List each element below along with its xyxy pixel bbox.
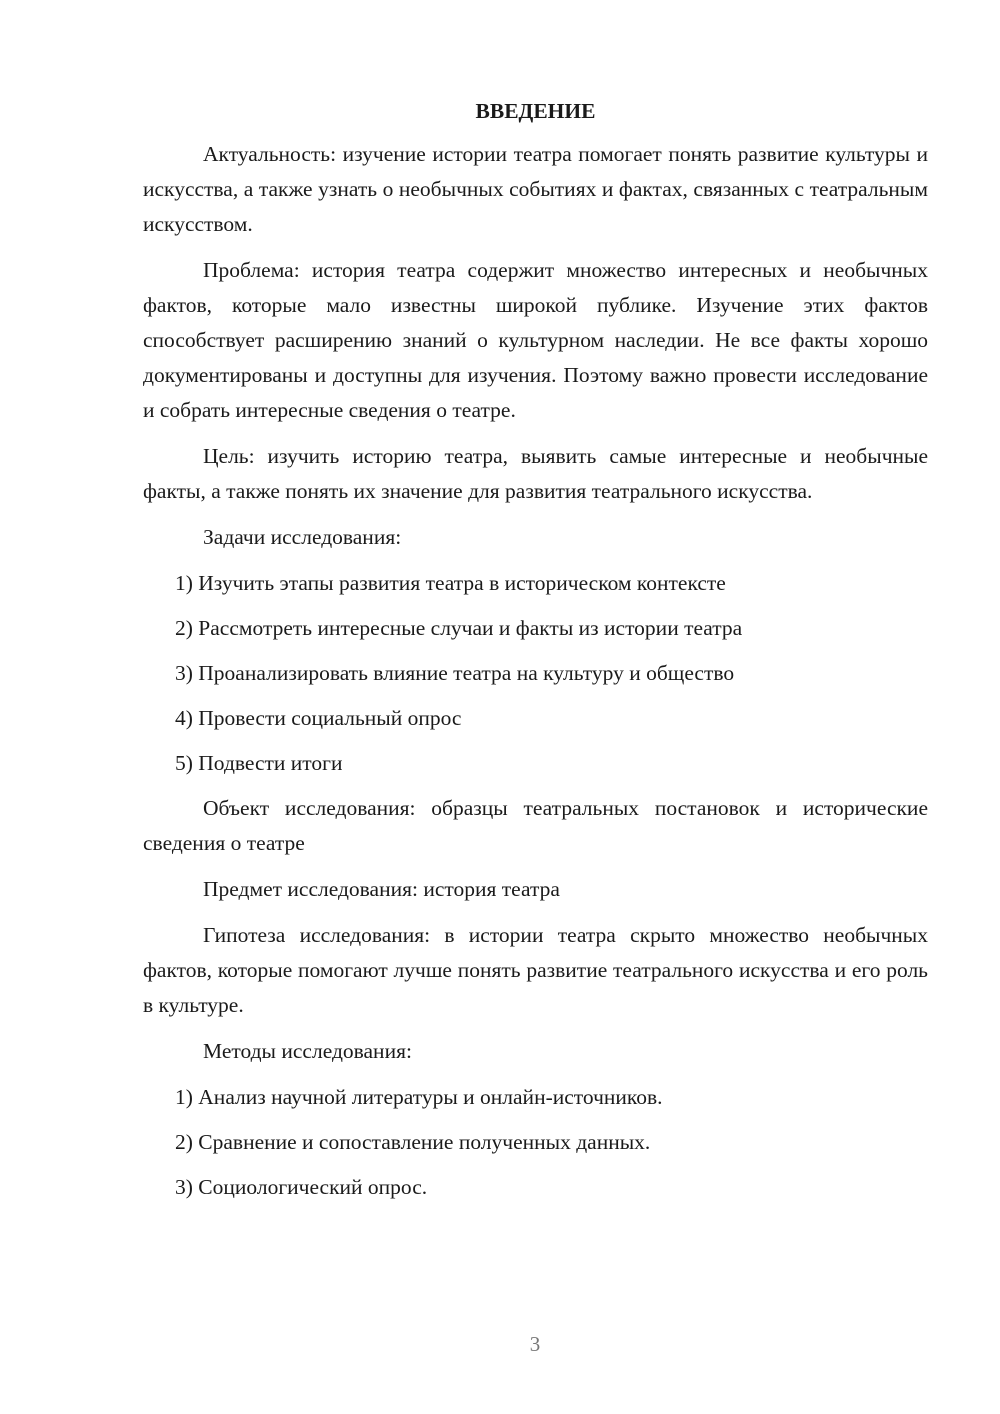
- relevance-paragraph: Актуальность: изучение истории театра помогает понять развитие культуры и искусства, а также узнать о необычных событиях и фактах, связанных с театральным искусством.: [143, 142, 928, 236]
- task-item: 3) Проанализировать влияние театра на культуру и общество: [175, 661, 735, 685]
- section-title: ВВЕДЕНИЕ: [475, 99, 596, 123]
- method-item: 1) Анализ научной литературы и онлайн-источников.: [175, 1085, 663, 1109]
- method-item: 2) Сравнение и сопоставление полученных данных.: [175, 1130, 651, 1154]
- task-item: 1) Изучить этапы развития театра в историческом контексте: [175, 571, 726, 595]
- task-item: 5) Подвести итоги: [175, 751, 343, 775]
- task-item: 4) Провести социальный опрос: [175, 706, 462, 730]
- tasks-heading: Задачи исследования:: [203, 525, 402, 549]
- task-item: 2) Рассмотреть интересные случаи и факты из истории театра: [175, 616, 743, 640]
- methods-list: [143, 1080, 928, 1205]
- page-number: 3: [529, 1332, 541, 1356]
- method-item: 3) Социологический опрос.: [175, 1175, 428, 1199]
- tasks-list: [143, 566, 928, 781]
- problem-paragraph: Проблема: история театра содержит множество интересных и необычных фактов, которые мало известны широкой публике. Изучение этих фактов способствует расширению знаний о культурном наследии. Не все факты хорошо документированы и доступны для изучения. Поэтому важно провести исследование и собрать интересные сведения о театре.: [143, 258, 928, 422]
- document-body: [143, 96, 928, 1215]
- subject-paragraph: Предмет исследования: история театра: [203, 877, 560, 901]
- object-paragraph: Объект исследования: образцы театральных постановок и исторические сведения о театре: [143, 796, 928, 855]
- goal-paragraph: Цель: изучить историю театра, выявить самые интересные и необычные факты, а также понять их значение для развития театрального искусства.: [143, 444, 928, 503]
- hypothesis-paragraph: Гипотеза исследования: в истории театра скрыто множество необычных фактов, которые помогают лучше понять развитие театрального искусства и его роль в культуре.: [143, 923, 928, 1017]
- methods-heading: Методы исследования:: [203, 1039, 412, 1063]
